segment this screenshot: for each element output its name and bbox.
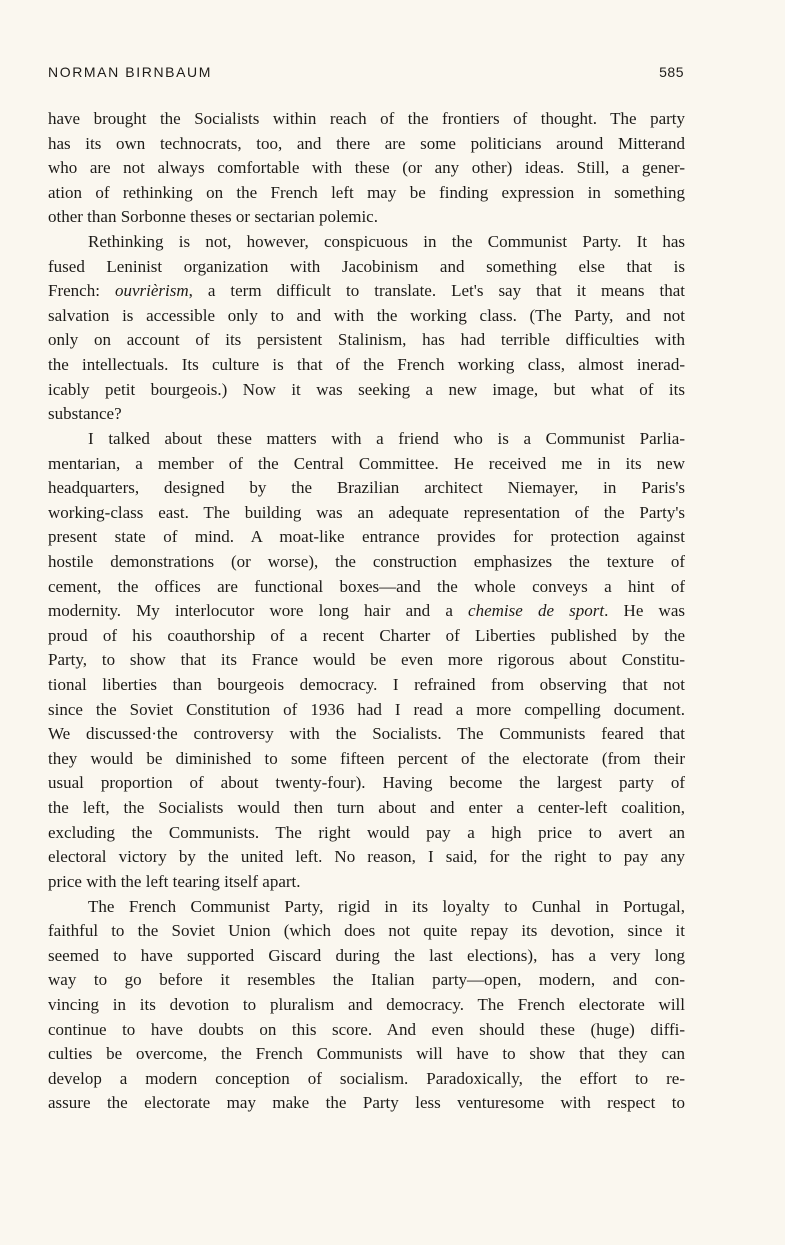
text-line: fused Leninist organization with Jacobinism and something else that is	[48, 256, 685, 276]
line-text-before: French:	[48, 281, 115, 301]
text-line: working-class east. The building was an adequate representation of the Party's	[48, 502, 685, 522]
text-line: develop a modern conception of socialism. Paradoxically, the effort to re-	[48, 1068, 685, 1088]
text-line: The French Communist Party, rigid in its loyalty to Cunhal in Portugal,	[88, 896, 685, 916]
text-line: hostile demonstrations (or worse), the construction emphasizes the texture of	[48, 551, 685, 571]
running-header	[48, 64, 684, 84]
text-line: faithful to the Soviet Union (which does not quite repay its devotion, since it	[48, 921, 685, 941]
text-line: other than Sorbonne theses or sectarian polemic.	[48, 207, 378, 227]
text-line: assure the electorate may make the Party less venturesome with respect to	[48, 1093, 685, 1113]
text-line: who are not always comfortable with these (or any other) ideas. Still, a gener-	[48, 158, 685, 178]
text-line: the left, the Socialists would then turn about and enter a center-left coalition,	[48, 798, 685, 818]
text-line: salvation is accessible only to and with the working class. (The Party, and not	[48, 305, 685, 325]
text-line: usual proportion of about twenty-four). Having become the largest party of	[48, 773, 685, 793]
line-text-after: , a term difficult to translate. Let's say that it means that	[188, 281, 685, 301]
text-line: icably petit bourgeois.) Now it was seeking a new image, but what of its	[48, 379, 685, 399]
italic-term: chemise de sport	[468, 601, 605, 621]
text-line	[48, 279, 685, 304]
text-line	[48, 599, 685, 624]
text-line: present state of mind. A moat-like entrance provides for protection against	[48, 527, 685, 547]
text-line: excluding the Communists. The right would pay a high price to avert an	[48, 822, 685, 842]
italic-term: ouvrièrism	[114, 281, 189, 301]
text-line: I talked about these matters with a friend who is a Communist Parlia-	[88, 428, 685, 448]
text-line: cement, the offices are functional boxes—and the whole conveys a hint of	[48, 576, 685, 596]
text-line: culties be overcome, the French Communists will have to show that they can	[48, 1044, 685, 1064]
text-line: since the Soviet Constitution of 1936 had I read a more compelling document.	[48, 699, 685, 719]
text-line: Party, to show that its France would be even more rigorous about Constitu-	[48, 650, 685, 670]
text-line: substance?	[48, 404, 122, 424]
text-line: they would be diminished to some fifteen percent of the electorate (from their	[48, 748, 685, 768]
author-name: NORMAN BIRNBAUM	[48, 64, 213, 80]
text-line: vincing in its devotion to pluralism and democracy. The French electorate will	[48, 994, 685, 1014]
page-number: 585	[659, 64, 684, 80]
text-line: headquarters, designed by the Brazilian architect Niemayer, in Paris's	[48, 478, 685, 498]
text-line: have brought the Socialists within reach of the frontiers of thought. The party	[48, 109, 685, 128]
line-text-before: modernity. My interlocutor wore long hair and a	[48, 601, 469, 621]
text-line: electoral victory by the united left. No reason, I said, for the right to pay any	[48, 847, 685, 867]
text-line: price with the left tearing itself apart.	[48, 871, 301, 891]
text-line: tional liberties than bourgeois democracy. I refrained from observing that not	[48, 675, 685, 695]
text-line: only on account of its persistent Stalinism, has had terrible difficulties with	[48, 330, 685, 350]
body-text	[48, 107, 685, 1116]
text-line: the intellectuals. Its culture is that of the French working class, almost inerad-	[48, 355, 685, 375]
text-line: has its own technocrats, too, and there are some politicians around Mitterand	[48, 133, 685, 153]
line-text-after: . He was	[604, 601, 685, 621]
text-line: continue to have doubts on this score. And even should these (huge) diffi-	[48, 1019, 685, 1039]
text-line: way to go before it resembles the Italian party—open, modern, and con-	[48, 970, 685, 990]
text-line: proud of his coauthorship of a recent Charter of Liberties published by the	[48, 625, 685, 645]
text-line: seemed to have supported Giscard during the last elections), has a very long	[48, 945, 685, 965]
text-line: We discussed·the controversy with the Socialists. The Communists feared that	[48, 724, 685, 744]
text-line: mentarian, a member of the Central Committee. He received me in its new	[48, 453, 685, 473]
text-line: Rethinking is not, however, conspicuous in the Communist Party. It has	[88, 232, 685, 252]
text-line: ation of rethinking on the French left may be finding expression in something	[48, 182, 685, 202]
